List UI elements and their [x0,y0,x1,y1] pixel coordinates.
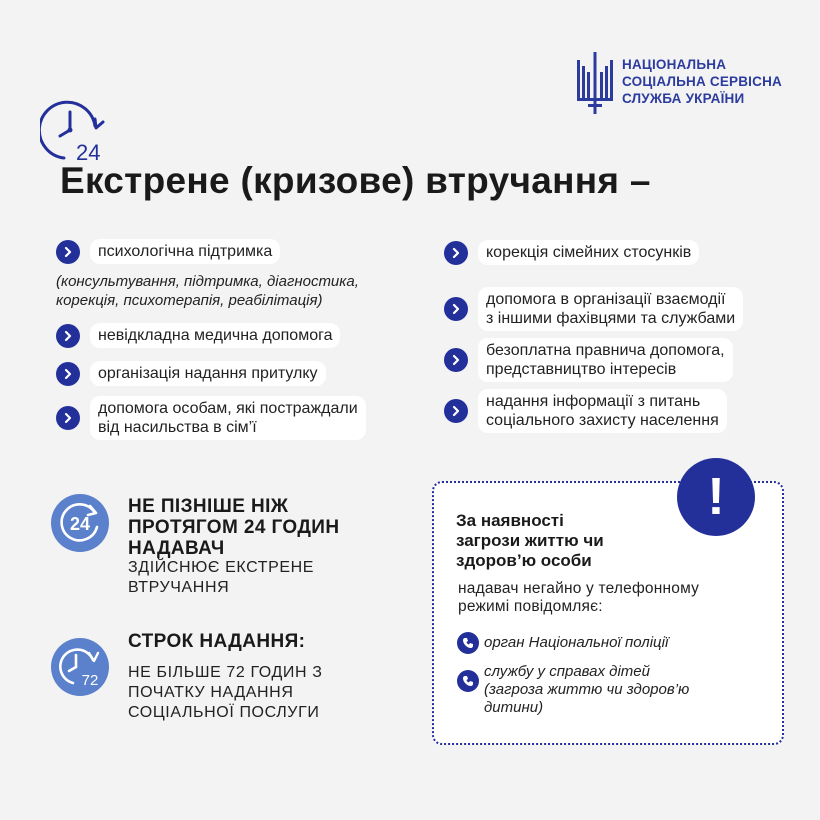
chevron-right-icon [56,406,80,430]
trident-icon [574,52,616,114]
note-line: (консультування, підтримка, діагностика, [56,273,359,290]
term-sub-line: ПОЧАТКУ НАДАННЯ [128,684,294,701]
service-label-line: надання інформації з питань [486,393,701,410]
service-label-line: від насильства в сім’ї [98,419,257,436]
service-item [56,396,366,440]
page-title: Екстрене (кризове) втручання – [60,160,651,201]
logo-line: СОЦІАЛЬНА СЕРВІСНА [622,74,782,89]
alert-title-line: загрози життю чи [456,531,604,550]
deadline-heading-line: ПРОТЯГОМ 24 ГОДИН [128,517,340,538]
logo-line: НАЦІОНАЛЬНА [622,57,727,72]
service-item [444,240,699,265]
service-label-line: з іншими фахівцями та службами [486,310,736,327]
service-item [444,389,727,433]
chevron-right-icon [56,240,80,264]
logo-line: СЛУЖБА УКРАЇНИ [622,91,745,106]
service-label [478,389,727,433]
chevron-right-icon [444,241,468,265]
service-label: корекція сімейних стосунків [478,240,699,265]
contact-line: дитини) [484,699,544,716]
term-sub-line: НЕ БІЛЬШЕ 72 ГОДИН З [128,664,323,681]
phone-icon [457,632,479,654]
note-line: корекція, психотерапія, реабілітація) [56,292,323,309]
exclamation-symbol: ! [707,468,725,526]
alert-intro-line: режимі повідомляє: [458,598,603,615]
alert-title-line: За наявності [456,511,564,530]
contact-line: службу у справах дітей [484,663,650,680]
deadline-heading-line: НАДАВАЧ [128,538,225,559]
contact-children-service [484,663,689,717]
refresh-24-label: 24 [69,514,91,534]
clock-72-label: 72 [81,672,99,689]
service-label-line: соціального захисту населення [486,412,719,429]
service-item [444,287,743,331]
service-note [56,272,359,310]
alert-title [456,511,604,571]
service-label: невідкладна медична допомога [90,323,340,348]
term-sub-line: СОЦІАЛЬНОЇ ПОСЛУГИ [128,704,320,721]
service-item [56,323,340,348]
service-label: організація надання притулку [90,361,326,386]
deadline-sub [128,558,314,598]
deadline-sub-line: ЗДІЙСНЮЄ ЕКСТРЕНЕ [128,559,315,576]
service-label-line: безоплатна правнича допомога, [486,342,725,359]
contact-line: (загроза життю чи здоров’ю [484,681,690,698]
chevron-right-icon [444,399,468,423]
logo-text [622,56,782,107]
service-label-line: допомога особам, які постраждали [98,400,358,417]
service-label-line: представництво інтересів [486,361,677,378]
service-label [90,396,366,440]
refresh-24-icon [51,494,109,552]
deadline-heading-line: НЕ ПІЗНІШЕ НІЖ [128,496,289,517]
phone-icon [457,670,479,692]
alert-intro-line: надавач негайно у телефонному [458,580,700,597]
deadline-heading [128,496,339,559]
contact-police: орган Національної поліції [484,634,669,651]
alert-intro [458,580,699,616]
chevron-right-icon [444,297,468,321]
chevron-right-icon [56,324,80,348]
chevron-right-icon [444,348,468,372]
term-sub [128,663,323,723]
service-label [478,287,743,331]
alert-title-line: здоров’ю особи [456,551,592,570]
chevron-right-icon [56,362,80,386]
term-heading: СТРОК НАДАННЯ: [128,631,306,652]
clock-72-icon [51,638,109,696]
logo [574,50,794,116]
exclamation-icon [677,458,755,536]
service-label-line: допомога в організації взаємодії [486,291,726,308]
service-item [56,239,280,264]
clock-24-icon [40,96,110,166]
service-item [56,361,326,386]
service-label: психологічна підтримка [90,239,280,264]
service-label [478,338,733,382]
deadline-sub-line: ВТРУЧАННЯ [128,579,230,596]
clock-24-label: 24 [76,140,101,165]
service-item [444,338,733,382]
